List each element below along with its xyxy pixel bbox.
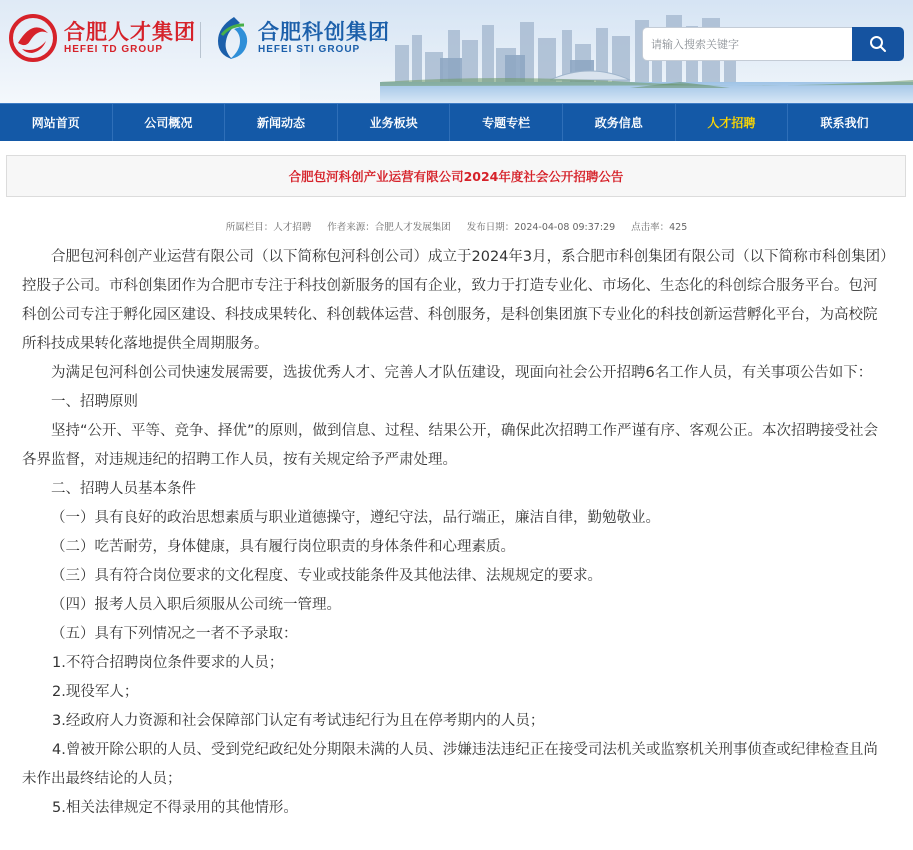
search-box [642,27,904,61]
sti-group-name-en: HEFEI STI GROUP [258,44,361,55]
article-body [22,243,890,823]
nav-item-business[interactable]: 业务板块 [338,104,451,141]
main-nav [0,103,913,141]
purpose-paragraph: 为满足包河科创公司快速发展需要，选拔优秀人才、完善人才队伍建设，现面向社会公开招聘6名工作人员，有关事项公告如下： [51,365,873,381]
search-input[interactable] [642,27,852,61]
td-group-emblem-icon [8,13,58,63]
nav-item-special-topics[interactable]: 专题专栏 [450,104,563,141]
hefei-sti-group-logo[interactable] [210,12,390,64]
sti-group-name-cn: 合肥科创集团 [258,20,390,44]
section-heading-principles: 一、招聘原则 [51,394,138,410]
search-button[interactable] [852,27,904,61]
nav-item-government-info[interactable]: 政务信息 [563,104,676,141]
nav-item-recruitment[interactable]: 人才招聘 [676,104,789,141]
exclusion-item: 3.经政府人力资源和社会保障部门认定有考试违纪行为且在停考期内的人员； [52,713,545,729]
nav-item-company-overview[interactable]: 公司概况 [113,104,226,141]
site-header [0,0,913,103]
section-heading-requirements: 二、招聘人员基本条件 [51,481,196,497]
nav-item-contact-us[interactable]: 联系我们 [820,116,869,130]
search-icon [869,35,887,53]
article-column: 所属栏目：人才招聘 [225,222,312,233]
nav-item-home[interactable]: 网站首页 [0,104,113,141]
td-group-name-cn: 合肥人才集团 [64,20,196,44]
exclusion-item: 4.曾被开除公职的人员、受到党纪政纪处分期限未满的人员、涉嫌违法违纪正在接受司法机关或监察机关刑事侦查或纪律检查且尚未作出最终结论的人员； [22,742,878,787]
article-title-bar [6,155,906,197]
nav-item-news[interactable]: 新闻动态 [225,104,338,141]
requirement-item: （五）具有下列情况之一者不予录取： [51,626,298,642]
logo-divider [200,22,201,58]
requirement-item: （三）具有符合岗位要求的文化程度、专业或技能条件及其他法律、法规规定的要求。 [51,568,602,584]
requirement-item: （一）具有良好的政治思想素质与职业道德操守，遵纪守法，品行端正，廉洁自律，勤勉敬业。 [51,510,660,526]
sti-group-emblem-icon [210,13,252,63]
article-source: 作者来源：合肥人才发展集团 [327,222,451,233]
hefei-td-group-logo[interactable] [8,12,196,64]
article-publish-date: 发布日期：2024-04-08 09:37:29 [466,222,616,233]
principles-paragraph: 坚持“公开、平等、竞争、择优”的原则，做到信息、过程、结果公开，确保此次招聘工作严谨有序、客观公正。本次招聘接受社会各界监督，对违规违纪的招聘工作人员，按有关规定给予严肃处理。 [22,423,879,468]
intro-paragraph: 合肥包河科创产业运营有限公司（以下简称包河科创公司）成立于2024年3月，系合肥市科创集团有限公司（以下简称市科创集团）控股子公司。市科创集团作为合肥市专注于科技创新服务的国有企业，致力于打造专业化、市场化、生态化的科创综合服务平台。包河科创公司专注于孵化园区建设、科技成果转化、科创载体运营、科创服务，是科创集团旗下专业化的科技创新运营孵化平台，为高校院所科技成果转化落地提供全周期服务。 [22,249,888,352]
requirement-item: （四）报考人员入职后须服从公司统一管理。 [51,597,341,613]
exclusion-item: 5.相关法律规定不得录用的其他情形。 [52,800,298,816]
requirement-item: （二）吃苦耐劳，身体健康，具有履行岗位职责的身体条件和心理素质。 [51,539,515,555]
td-group-name-en: HEFEI TD GROUP [64,44,164,55]
exclusion-item: 2.现役军人； [52,684,139,700]
article-hit-count: 点击率：425 [631,222,688,233]
exclusion-item: 1.不符合招聘岗位条件要求的人员； [52,655,284,671]
article-meta [0,219,913,235]
article-title: 合肥包河科创产业运营有限公司2024年度社会公开招聘公告 [288,169,624,184]
